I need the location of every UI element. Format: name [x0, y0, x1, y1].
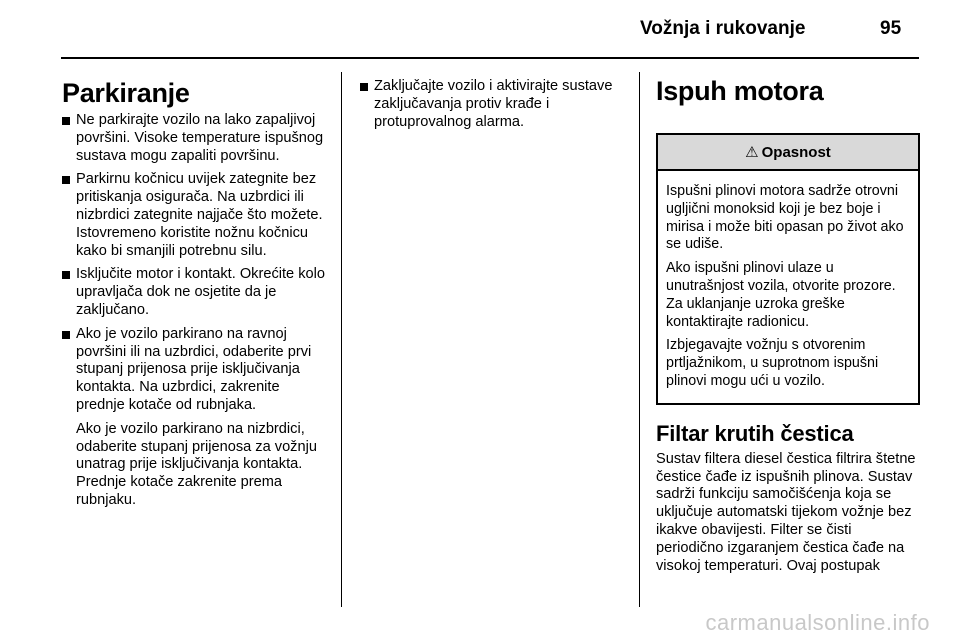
column-divider	[341, 72, 342, 607]
list-item	[360, 78, 630, 131]
warning-paragraph: Izbjegavajte vožnju s otvorenim prtljažnikom, u suprotnom ispušni plinovi mogu ući u vozilo.	[666, 337, 879, 389]
list-item-text: Ne parkirajte vozilo na lako zapaljivoj površini. Visoke temperature ispušnog sustava mogu zapaliti površinu.	[76, 112, 324, 164]
column-middle	[360, 78, 630, 137]
header-rule	[61, 57, 919, 59]
list-item-text: Parkirnu kočnicu uvijek zategnite bez pritiskanja osigurača. Na uzbrdici ili nizbrdici zategnite najjače što možete. Istovremeno koristite nožnu kočnicu kako bi smanjili potrebnu silu.	[76, 171, 323, 259]
warning-body	[658, 171, 918, 403]
paragraph-downhill	[62, 421, 330, 510]
column-left	[62, 78, 330, 516]
bullet-icon	[62, 176, 70, 184]
list-item	[62, 171, 330, 260]
bullet-icon	[62, 271, 70, 279]
paragraph-text: Ako je vozilo parkirano na nizbrdici, odaberite stupanj prijenosa za vožnju unatrag prije isključivanja kontakta. Prednje kotače zakrenite prema rubnjaku.	[76, 420, 317, 508]
bullet-icon	[62, 117, 70, 125]
section-title-exhaust: Ispuh motora	[656, 76, 824, 106]
header-title: Vožnja i rukovanje	[640, 18, 806, 39]
warning-paragraph: Ako ispušni plinovi ulaze u unutrašnjost vozila, otvorite prozore. Za uklanjanje uzroka greške kontaktirajte radionicu.	[666, 260, 896, 330]
list-item	[62, 266, 330, 319]
dpf-paragraph: Sustav filtera diesel čestica filtrira štetne čestice čađe iz ispušnih plinova. Sustav sadrži funkciju samočišćenja koja se uključuje automatski tijekom vožnje bez ikakve obavijesti. Filter se čisti periodično izgaranjem čestica čađe na visokoj temperaturi. Ovaj postupak	[656, 450, 916, 574]
section-title-parking: Parkiranje	[62, 78, 190, 108]
bullet-icon	[62, 331, 70, 339]
page-number: 95	[880, 18, 902, 39]
watermark: carmanualsonline.info	[705, 610, 930, 635]
column-divider	[639, 72, 640, 607]
list-item-text: Isključite motor i kontakt. Okrećite kolo upravljača dok ne osjetite da je zaključano.	[76, 266, 325, 318]
warning-header	[658, 135, 918, 171]
list-item-text: Ako je vozilo parkirano na ravnoj površini ili na uzbrdici, odaberite prvi stupanj prijenosa prije isključivanja kontakta. Na uzbrdici, zakrenite prednje kotače od rubnjaka.	[76, 325, 312, 413]
column-right	[656, 76, 922, 575]
warning-triangle-icon: ⚠	[745, 144, 759, 161]
bullet-icon	[360, 83, 368, 91]
warning-box	[656, 133, 920, 405]
warning-paragraph: Ispušni plinovi motora sadrže otrovni ugljični monoksid koji je bez boje i mirisa i može biti opasan po život ako se udiše.	[666, 183, 904, 253]
list-item	[62, 326, 330, 415]
list-item	[62, 112, 330, 165]
warning-label: Opasnost	[761, 143, 831, 161]
section-title-dpf: Filtar krutih čestica	[656, 420, 854, 446]
list-item-text: Zaključajte vozilo i aktivirajte sustave zaključavanja protiv krađe i protuprovalnog alarma.	[374, 78, 613, 130]
